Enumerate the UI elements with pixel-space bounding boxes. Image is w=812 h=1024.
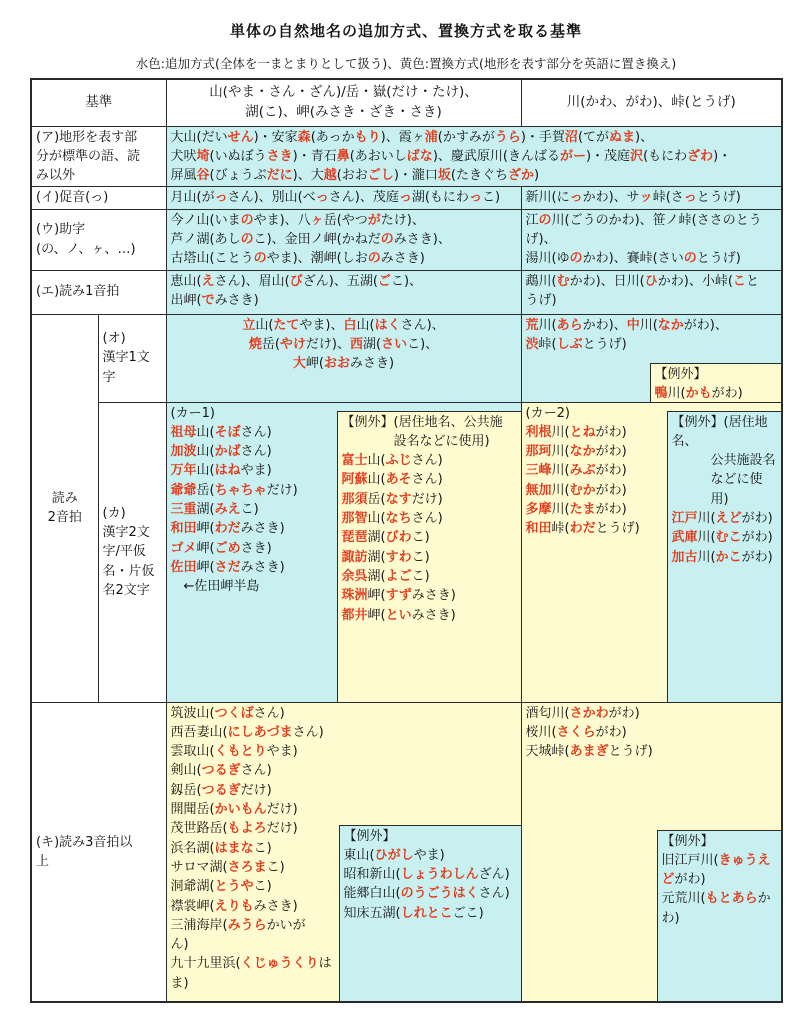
row-ka-river-examples: (カー2) 利根川(とねがわ) 那珂川(なかがわ) 三峰川(みぶがわ) 無加川(むかがわ) 多摩川(たまがわ) 和田峠(わだとうげ) 【例外】(居住地名、 公共施設名 などに使 用) 江戸川(えどがわ) 武庫川(むこがわ) 加古川(かこがわ) xyxy=(521,402,782,702)
row-i-mountain-examples: 月山(がっさん)、別山(べっさん)、茂庭っ湖(もにわっこ) xyxy=(166,187,521,209)
row-o-mountain-examples: 立山(たてやま)、白山(はくさん)、 焼岳(やけだけ)、西湖(さいこ)、 大岬(おおみさき) xyxy=(166,314,521,402)
row-ki-label: (キ)読み3音拍以 上 xyxy=(31,702,166,1002)
row-o-river-exception-box: 【例外】 鴨川(かもがわ) xyxy=(650,363,783,403)
row-e-label: (エ)読み1音拍 xyxy=(31,270,166,314)
row-ki-mountain-examples: 筑波山(つくばさん) 西吾妻山(にしあづまさん) 雲取山(くもとりやま) 剣山(つるぎさん) 釼岳(つるぎだけ) 開聞岳(かいもんだけ) 茂世路岳(もよろだけ) 浜名湖(はまなこ) サロマ湖(さろまこ) 洞爺湖(とうやこ) 襟裳岬(えりもみさき) 三浦海岸(みうらかいが ん) 九十九里浜(くじゅうくりは ま) 【例外】 東山(ひがしやま) 昭和新山(しょうわしんざん) 能郷白山(のうごうはくさん) 知床五湖(しれとこごこ) xyxy=(166,702,521,1002)
row-ki-river-exception-box: 【例外】 旧江戸川(きゅうえ どがわ) 元荒川(もとあらか わ) xyxy=(657,830,783,1003)
row-i-river-examples: 新川(にっかわ)、サッ峠(さっとうげ) xyxy=(521,187,782,209)
row-u-mountain-examples: 今ノ山(いまのやま)、八ヶ岳(やつがたけ)、 芦ノ湖(あしのこ)、金田ノ岬(かねだのみさき)、 古塔山(ことうのやま)、潮岬(しおのみさき) xyxy=(166,209,521,270)
row-o-river-examples: 荒川(あらかわ)、中川(なかがわ)、 渋峠(しぶとうげ) 【例外】 鴨川(かもがわ) xyxy=(521,314,782,402)
row-i-label: (イ)促音(っ) xyxy=(31,187,166,209)
row-ka-river-exception-box: 【例外】(居住地名、 公共施設名 などに使 用) 江戸川(えどがわ) 武庫川(むこがわ) 加古川(かこがわ) xyxy=(667,411,783,703)
row-e-river-examples: 鵡川(むかわ)、日川(ひかわ)、小峠(こと うげ) xyxy=(521,270,782,314)
river-column-header: 川(かわ、がわ)、峠(とうげ) xyxy=(521,79,782,126)
row-o-label: (オ) 漢字1文 字 xyxy=(98,314,166,402)
criteria-header-cell: 基準 xyxy=(31,79,166,126)
row-a-examples: 大山(だいせん)・安家森(あっかもり)、霞ヶ浦(かすみがうら)・手賀沼(てがぬま)、 犬吠埼(いぬぼうさき)・青石鼻(あおいしばな)、慶武原川(きんばるがー)・茂庭沢(もにわざわ)・ 屏風谷(びょうぶだに)、大越(おおごし)・瀧口坂(たきぐちざか) xyxy=(166,126,782,187)
row-ka-label: (カ) 漢字2文 字/平仮 名・片仮 名2文字 xyxy=(98,402,166,702)
row-ki-river-examples: 酒匂川(さかわがわ) 桜川(さくらがわ) 天城峠(あまぎとうげ) 【例外】 旧江戸川(きゅうえ どがわ) 元荒川(もとあらか わ) xyxy=(521,702,782,1002)
legend-subtitle: 水色:追加方式(全体を一まとまりとして扱う)、黄色:置換方式(地形を表す部分を英語に置き換え) xyxy=(135,56,677,71)
row-ki-mountain-exception-box: 【例外】 東山(ひがしやま) 昭和新山(しょうわしんざん) 能郷白山(のうごうはくさん) 知床五湖(しれとこごこ) xyxy=(339,825,522,1003)
row-a-label: (ア)地形を表す部 分が標準の語、読 み以外 xyxy=(31,126,166,187)
row-ka-mountain-examples: (カー1) 祖母山(そぼさん) 加波山(かばさん) 万年山(はねやま) 爺爺岳(ちゃちゃだけ) 三重湖(みえこ) 和田岬(わだみさき) ゴメ岬(ごめさき) 佐田岬(さだみさき) ←佐田岬半島 【例外】(居住地名、公共施 設名などに使用) 富士山(ふじさん) 阿蘇山(あそさん) 那須岳(なすだけ) 那智山(なちさん) 琵琶湖(びわこ) 諏訪湖(すわこ) 余呉湖(よごこ) 珠洲岬(すずみさき) 都井岬(といみさき) xyxy=(166,402,521,702)
row-u-label: (ウ)助字 (の、ノ、ヶ、…) xyxy=(31,209,166,270)
mountain-column-header: 山(やま・さん・ざん)/岳・嶽(だけ・たけ)、 湖(こ)、岬(みさき・ざき・さき) xyxy=(166,79,521,126)
mora2-group-label: 読み 2音拍 xyxy=(31,314,98,702)
row-e-mountain-examples: 恵山(えさん)、眉山(びざん)、五湖(ごこ)、 出岬(でみさき) xyxy=(166,270,521,314)
criteria-table xyxy=(30,78,783,1003)
row-ka-mountain-exception-box: 【例外】(居住地名、公共施 設名などに使用) 富士山(ふじさん) 阿蘇山(あそさん) 那須岳(なすだけ) 那智山(なちさん) 琵琶湖(びわこ) 諏訪湖(すわこ) 余呉湖(よごこ) 珠洲岬(すずみさき) 都井岬(といみさき) xyxy=(337,411,522,703)
row-u-river-examples: 江の川(ごうのかわ)、笹ノ峠(ささのとう げ)、 湯川(ゆのかわ)、賽峠(さいのとうげ) xyxy=(521,209,782,270)
document-title: 単体の自然地名の追加方式、置換方式を取る基準 xyxy=(229,22,582,40)
